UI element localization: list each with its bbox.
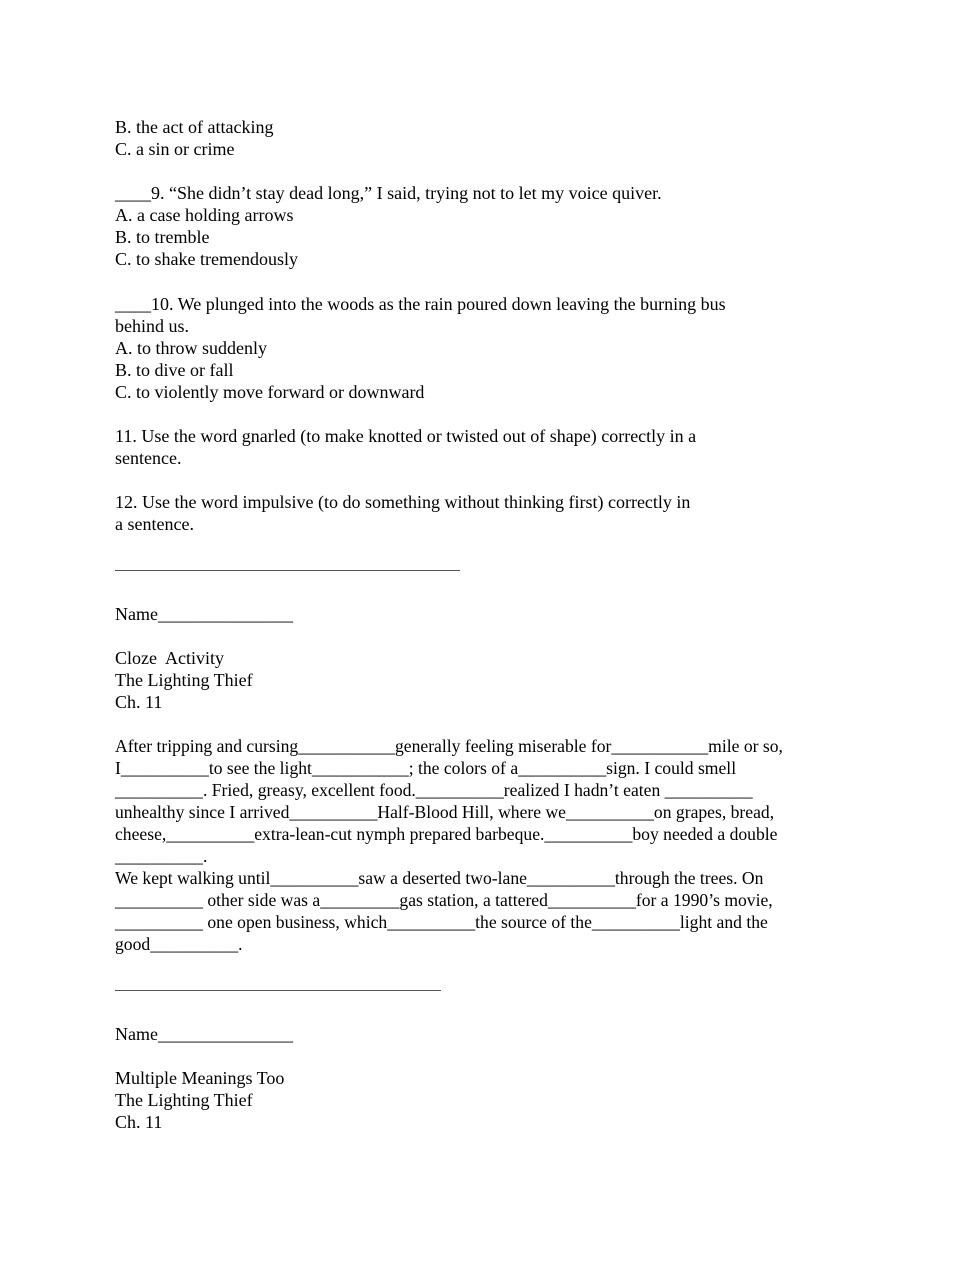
text-line: unhealthy since I arrived__________Half-Blood Hill, where we__________on grapes, bread, [115,802,775,822]
question-9 [115,182,662,270]
text-line: __________. [115,846,208,866]
text-line: behind us. [115,316,189,336]
text-line: I__________to see the light___________; the colors of a__________sign. I could smell [115,758,737,778]
text-line: C. to shake tremendously [115,249,298,269]
text-line: __________. Fried, greasy, excellent food.__________realized I hadn’t eaten __________ [115,780,753,800]
text-line: Name_______________ [115,1024,293,1044]
text-line: C. a sin or crime [115,139,235,159]
text-line: __________ one open business, which__________the source of the__________light and the [115,912,768,932]
text-line: Multiple Meanings Too [115,1068,285,1088]
text-line: The Lighting Thief [115,1090,253,1110]
cloze-paragraph [115,735,783,955]
text-line: The Lighting Thief [115,670,253,690]
name-field[interactable] [115,603,293,625]
text-line: A. a case holding arrows [115,205,294,225]
text-line: Ch. 11 [115,1112,163,1132]
text-line: __________ other side was a_________gas station, a tattered__________for a 1990’s movie, [115,890,773,910]
section-divider [115,990,441,991]
section-divider [115,570,460,571]
text-line: Cloze Activity [115,648,224,668]
text-line: sentence. [115,448,182,468]
multiple-meanings-header [115,1067,284,1133]
text-line: 11. Use the word gnarled (to make knotted or twisted out of shape) correctly in a [115,426,697,446]
text-line: C. to violently move forward or downward [115,382,425,402]
text-line: A. to throw suddenly [115,338,267,358]
text-line: ____10. We plunged into the woods as the rain poured down leaving the burning bus [115,294,726,314]
text-line: B. to dive or fall [115,360,234,380]
text-line: B. to tremble [115,227,210,247]
name-field[interactable] [115,1023,293,1045]
text-line: We kept walking until__________saw a deserted two-lane__________through the trees. On [115,868,764,888]
text-line: B. the act of attacking [115,117,274,137]
question-10 [115,293,726,403]
question-12 [115,491,690,535]
text-line: After tripping and cursing___________generally feeling miserable for___________mile or so, [115,736,783,756]
text-line: Name_______________ [115,604,293,624]
text-line: ____9. “She didn’t stay dead long,” I said, trying not to let my voice quiver. [115,183,662,203]
text-line: good__________. [115,934,243,954]
text-line: cheese,__________extra-lean-cut nymph prepared barbeque.__________boy needed a double [115,824,778,844]
text-line: Ch. 11 [115,692,163,712]
cloze-header [115,647,253,713]
text-line: a sentence. [115,514,194,534]
text-line: 12. Use the word impulsive (to do something without thinking first) correctly in [115,492,691,512]
question-11 [115,425,696,469]
question-8-options [115,116,273,160]
